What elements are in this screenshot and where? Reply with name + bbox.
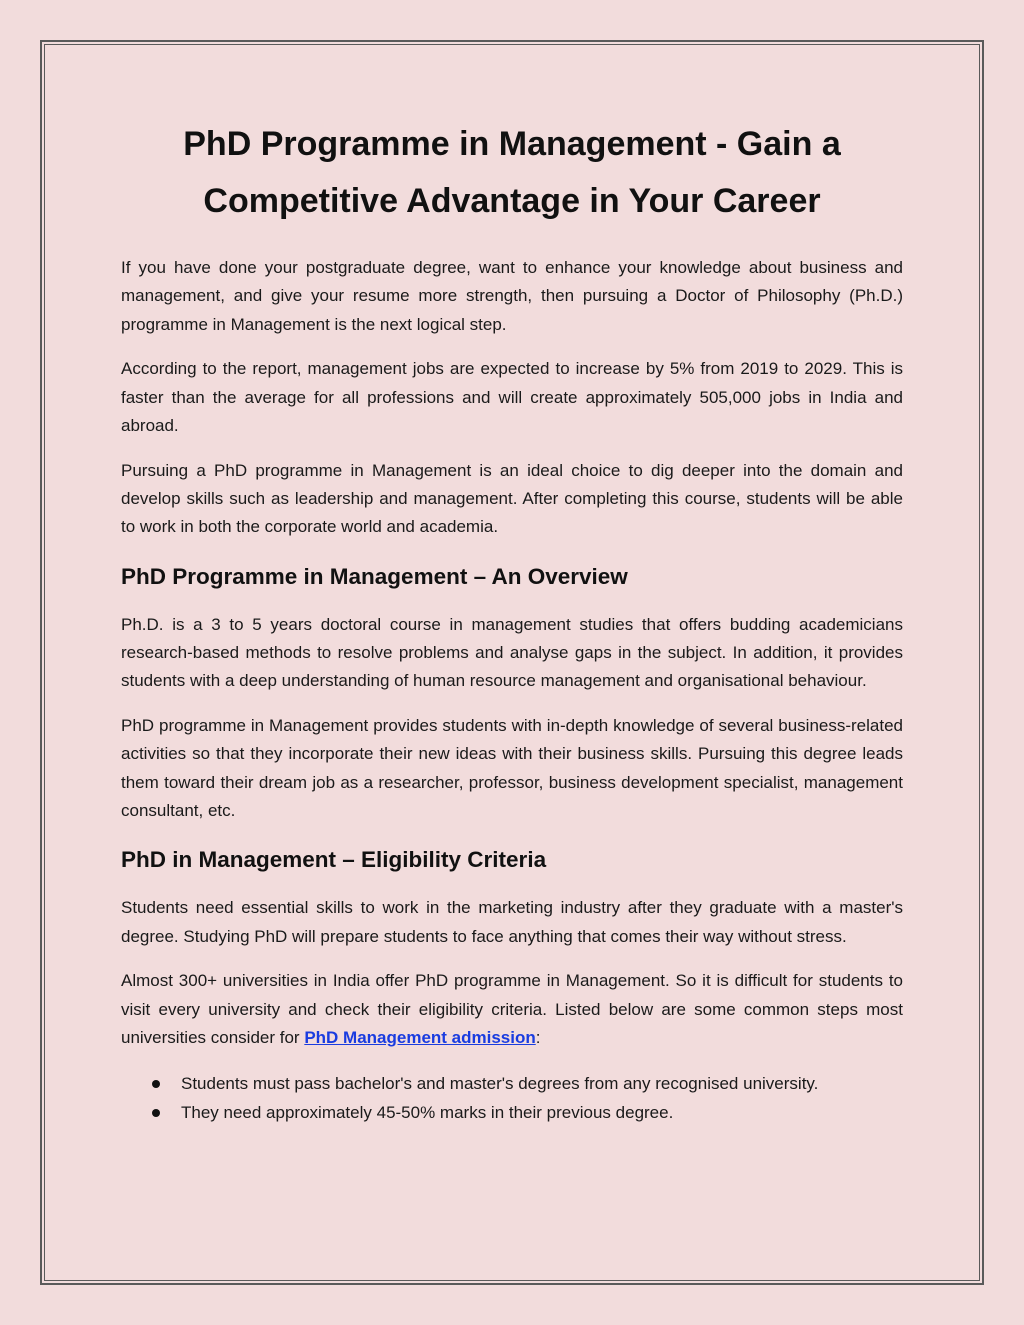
- list-item-text: Students must pass bachelor's and master's degrees from any recognised university.: [181, 1074, 819, 1094]
- list-item: [121, 1069, 903, 1098]
- bullet-icon: [152, 1080, 160, 1088]
- eligibility-paragraph-text: Almost 300+ universities in India offer PhD programme in Management. So it is difficult for students to visit every university and check their eligibility criteria. Listed below are some common steps most universities consider for: [121, 971, 903, 1047]
- intro-paragraph: According to the report, management jobs are expected to increase by 5% from 2019 to 2029. This is faster than the average for all professions and will create approximately 505,000 jobs in India and abroad.: [121, 359, 903, 435]
- overview-heading: PhD Programme in Management – An Overview: [121, 563, 628, 589]
- intro-paragraph: Pursuing a PhD programme in Management is an ideal choice to dig deeper into the domain and develop skills such as leadership and management. After completing this course, students will be able to work in both the corporate world and academia.: [121, 460, 903, 537]
- document-body: [121, 116, 903, 1127]
- bullet-icon: [152, 1109, 160, 1117]
- eligibility-heading: PhD in Management – Eligibility Criteria: [121, 847, 547, 873]
- eligibility-paragraph-with-link: [121, 967, 903, 1052]
- eligibility-paragraph-colon: :: [535, 1027, 541, 1047]
- eligibility-bullet-list: [121, 1069, 903, 1127]
- eligibility-paragraph: Students need essential skills to work in the marketing industry after they graduate with a master's degree. Studying PhD will prepare students to face anything that comes their way without stress.: [121, 898, 903, 946]
- overview-paragraph: Ph.D. is a 3 to 5 years doctoral course in management studies that offers budding academicians research-based methods to resolve problems and analyse gaps in the subject. In addition, it provides students with a deep understanding of human resource management and organisational behaviour.: [121, 614, 903, 691]
- intro-paragraph: If you have done your postgraduate degree, want to enhance your knowledge about business and management, and give your resume more strength, then pursuing a Doctor of Philosophy (Ph.D.) programme in Management is the next logical step.: [121, 258, 903, 334]
- list-item-text: They need approximately 45-50% marks in their previous degree.: [181, 1103, 674, 1123]
- page-title: PhD Programme in Management - Gain a Competitive Advantage in Your Career: [183, 125, 841, 220]
- phd-management-admission-link[interactable]: PhD Management admission: [304, 1027, 536, 1047]
- overview-paragraph: PhD programme in Management provides students with in-depth knowledge of several business-related activities so that they incorporate their new ideas with their business skills. Pursuing this degree leads them toward their dream job as a researcher, professor, business development specialist, management consultant, etc.: [121, 716, 903, 820]
- list-item: [121, 1098, 903, 1127]
